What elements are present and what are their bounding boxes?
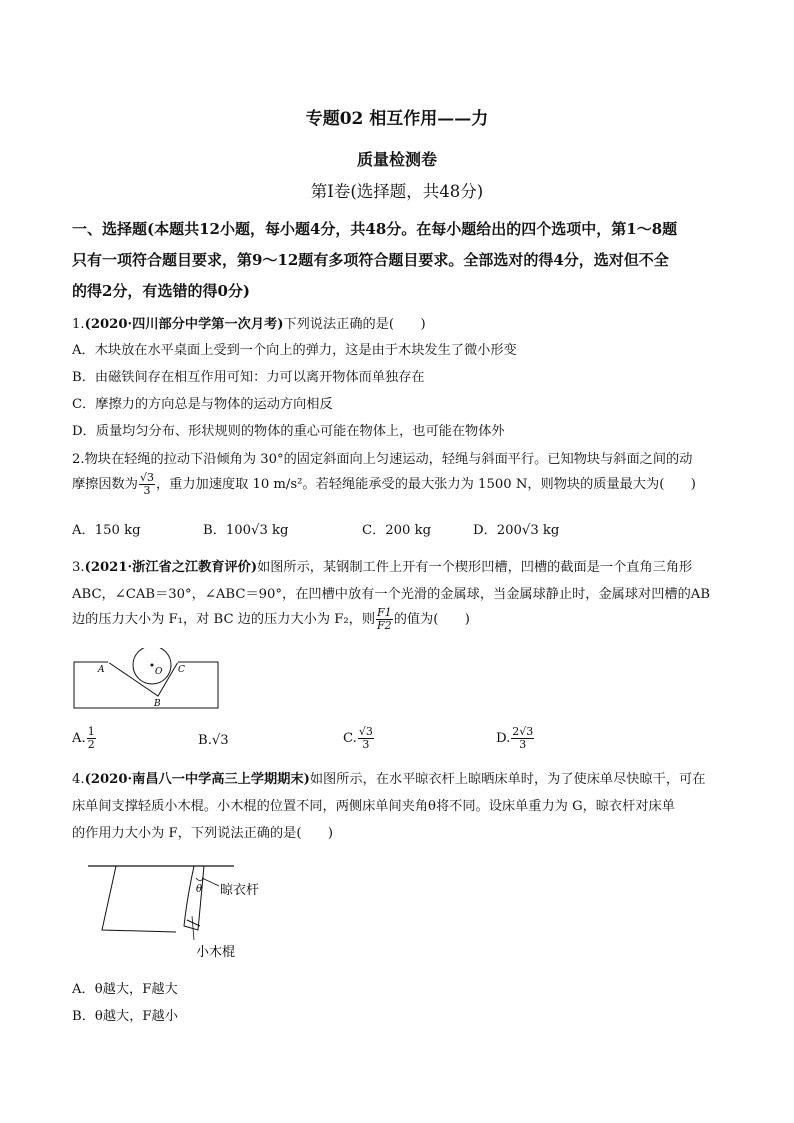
groove-triangle <box>108 662 178 696</box>
ball-center <box>151 664 154 667</box>
question-3-option-a: A. $\frac{1}{2}$ <box>72 725 95 751</box>
question-text: 下列说法正确的是( ) <box>283 317 426 332</box>
question-2-line-1: 2.物块在轻绳的拉动下沿倾角为 30°的固定斜面向上匀速运动，轻绳与斜面平行。已知物块与斜面之间的动 <box>72 452 693 467</box>
support-stick <box>187 920 200 926</box>
question-3-line-2: ABC，∠CAB＝30°，∠ABC＝90°，在凹槽中放有一个光滑的金属球，当金属球静止时，金属球对凹槽的AB <box>72 587 711 602</box>
force-ratio-fraction: $\frac{F1}{F2}$ <box>377 606 392 632</box>
question-source: (2021·浙江省之江教育评价) <box>84 560 258 575</box>
question-source: (2020·四川部分中学第一次月考) <box>84 317 284 332</box>
question-number: 3. <box>72 560 85 575</box>
instructions-line-2: 只有一项符合题目要求，第9～12题有多项符合题目要求。全部选对的得4分，选对但不全 <box>72 251 669 269</box>
label-drying-rod: 晾衣杆 <box>220 883 260 898</box>
instructions-line-1: 一、选择题(本题共12小题，每小题4分，共48分。在每小题给出的四个选项中，第1～8题 <box>72 220 678 238</box>
question-2-option-c: C．200 kg <box>362 523 432 538</box>
question-3-option-c: C. $\frac{√3}{3}$ <box>343 725 373 751</box>
page-subtitle: 质量检测卷 <box>356 150 437 169</box>
instructions-line-3: 的得2分，有选错的得0分) <box>72 282 250 300</box>
question-2-line-2: 摩擦因数为 $\frac{√3}{3}$ ，重力加速度取 10 m/s²。若轻绳能承受的最大张力为 1500 N，则物块的质量最大为( ) <box>72 471 696 497</box>
question-3-line-3: 边的压力大小为 F₁，对 BC 边的压力大小为 F₂，则 $\frac{F1}{F2}$ 的值为( ) <box>72 606 470 632</box>
question-number: 4. <box>72 772 85 787</box>
question-2-option-b: B．100√3 kg <box>203 523 289 538</box>
label-o: O <box>155 667 163 677</box>
question-3-option-d: D. $\frac{2√3}{3}$ <box>496 725 534 751</box>
label-small-stick: 小木棍 <box>196 945 236 960</box>
question-4-line-3: 的作用力大小为 F，下列说法正确的是( ) <box>72 826 334 841</box>
question-2-option-a: A．150 kg <box>72 523 141 538</box>
question-2-option-d: D．200√3 kg <box>473 523 560 538</box>
question-1-option-d: D．质量均匀分布、形状规则的物体的重心可能在物体上，也可能在物体外 <box>72 424 505 439</box>
question-1-stem <box>72 313 426 332</box>
question-4-line-1: 4.(2020·南昌八一中学高三上学期期末)如图所示，在水平晾衣杆上晾晒床单时，为了使床单尽快晾干，可在 <box>72 772 706 787</box>
question-3-option-b: B.√3 <box>198 733 229 748</box>
friction-coefficient-fraction: $\frac{√3}{3}$ <box>139 471 154 497</box>
question-3-line-1: 3.(2021·浙江省之江教育评价)如图所示，某钢制工件上开有一个楔形凹槽，凹槽的截面是一个直角三角形 <box>72 560 693 575</box>
label-c: C <box>178 665 185 675</box>
label-theta: θ <box>196 884 203 895</box>
question-4-line-2: 床单间支撑轻质小木棍。小木棍的位置不同，两侧床单间夹角θ将不同。设床单重力为 G，晾衣杆对床单 <box>72 799 675 814</box>
section-heading: 第Ⅰ卷(选择题，共48分) <box>310 182 484 201</box>
question-1-option-c: C．摩擦力的方向总是与物体的运动方向相反 <box>72 397 333 412</box>
wedge-groove-figure <box>72 648 222 710</box>
page-title: 专题02 相互作用——力 <box>305 109 489 129</box>
question-source: (2020·南昌八一中学高三上学期期末) <box>84 772 310 787</box>
sheet-left <box>102 866 176 932</box>
label-a: A <box>98 665 105 675</box>
label-b: B <box>154 699 161 709</box>
drying-sheet-figure <box>86 856 276 966</box>
question-number: 1. <box>72 317 85 332</box>
question-1-option-b: B．由磁铁间存在相互作用可知：力可以离开物体而单独存在 <box>72 370 425 385</box>
question-1-option-a: A．木块放在水平桌面上受到一个向上的弹力，这是由于木块发生了微小形变 <box>72 343 517 358</box>
question-4-option-a: A．θ越大，F越大 <box>72 982 178 997</box>
question-4-option-b: B．θ越大，F越小 <box>72 1009 178 1024</box>
